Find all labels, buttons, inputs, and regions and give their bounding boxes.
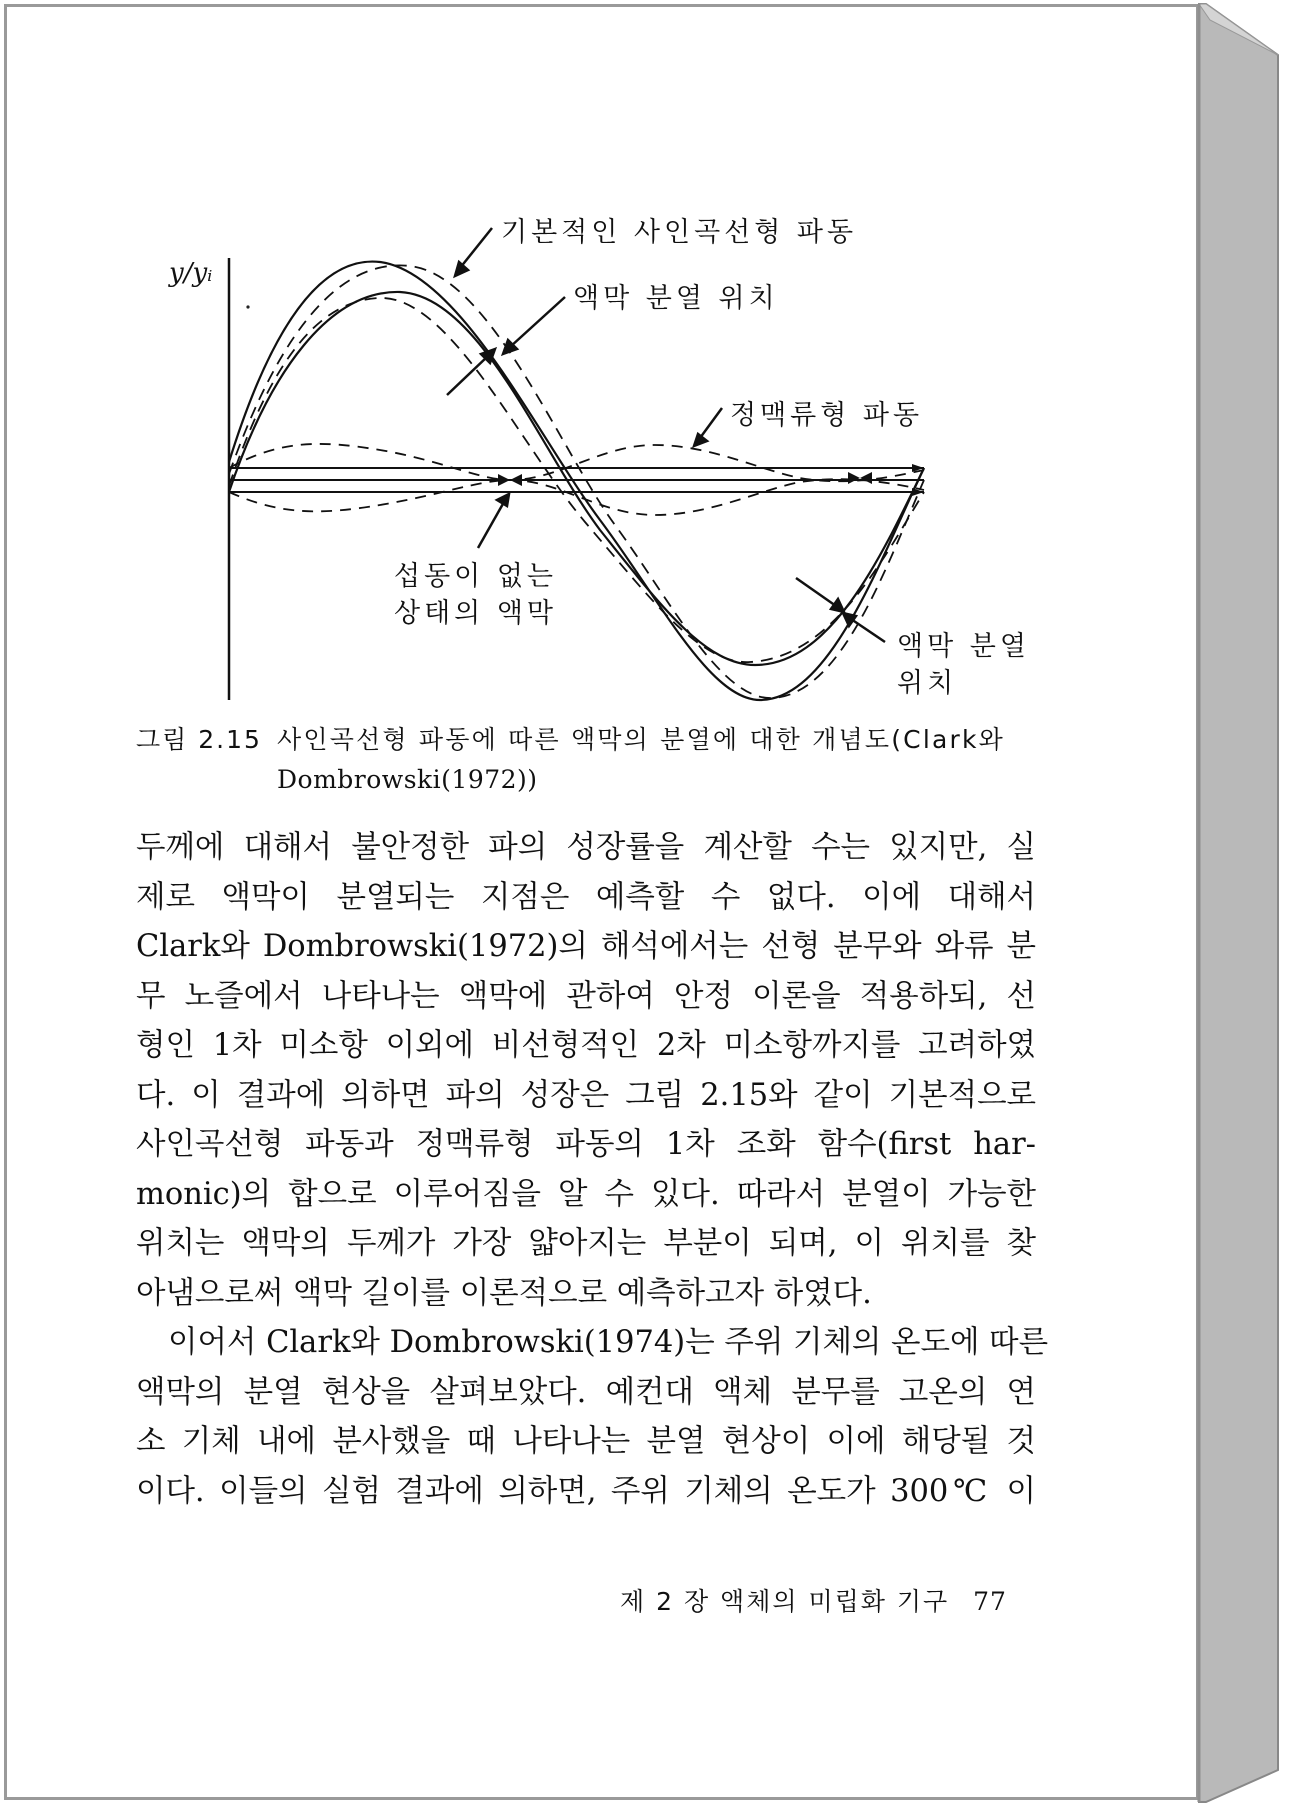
arrow-breakup-bottom-upper bbox=[796, 578, 844, 612]
paragraph-1-line: monic)의 합으로 이루어짐을 알 수 있다. 따라서 분열이 가능한 bbox=[136, 1176, 1036, 1212]
label-breakup-position-top: 액막 분열 위치 bbox=[573, 283, 779, 314]
node-mark bbox=[510, 474, 522, 486]
sinuous-wave-inner bbox=[229, 292, 924, 665]
paragraph-1-line: 무 노즐에서 나타나는 액막에 관하여 안정 이론을 적용하되, 선 bbox=[136, 978, 1036, 1014]
paragraph-2-line: 소 기체 내에 분사했을 때 나타나는 분열 현상이 이에 해당될 것 bbox=[136, 1424, 1036, 1459]
paragraph-1-line: 다. 이 결과에 의하면 파의 성장은 그림 2.15와 같이 기본적으로 bbox=[136, 1077, 1036, 1113]
arrow-breakup-top-lower bbox=[447, 349, 495, 395]
label-sinuous-wave: 기본적인 사인곡선형 파동 bbox=[501, 217, 858, 248]
axis-dot bbox=[246, 305, 249, 308]
caption-text: 사인곡선형 파동에 따른 액막의 분열에 대한 개념도(Clark와 bbox=[277, 725, 1006, 754]
arrow-undisturbed-sheet bbox=[478, 494, 509, 548]
paragraph-2-line: 이어서 Clark와 Dombrowski(1974)는 주위 기체의 온도에 따른 bbox=[168, 1325, 1049, 1360]
arrow-dilatational-wave bbox=[694, 408, 722, 446]
label-breakup-position-bottom-line1: 액막 분열 bbox=[897, 631, 1030, 662]
label-dilatational-wave: 정맥류형 파동 bbox=[730, 400, 924, 431]
paragraph-1-line: 사인곡선형 파동과 정맥류형 파동의 1차 조화 함수(first har- bbox=[136, 1127, 1036, 1162]
label-undisturbed-sheet-line1: 섭동이 없는 bbox=[394, 561, 557, 592]
paragraph-1-line: 제로 액막이 분열되는 지점은 예측할 수 없다. 이에 대해서 bbox=[136, 879, 1036, 915]
y-axis-label: y/yᵢ bbox=[169, 258, 213, 288]
arrow-breakup-bottom-lower bbox=[843, 613, 885, 642]
label-undisturbed-sheet-line2: 상태의 액막 bbox=[394, 598, 557, 629]
caption-number: 그림 2.15 bbox=[136, 725, 262, 754]
running-footer-chapter: 제 2 장 액체의 미립화 기구 bbox=[620, 1587, 950, 1616]
paragraph-2-line: 이다. 이들의 실험 결과에 의하면, 주위 기체의 온도가 300℃ 이 bbox=[136, 1473, 1036, 1509]
dilatational-wave-dashed-top bbox=[229, 444, 924, 481]
paragraph-1-line: 형인 1차 미소항 이외에 비선형적인 2차 미소항까지를 고려하였 bbox=[136, 1028, 1036, 1063]
node-mark bbox=[498, 474, 510, 486]
page-footer bbox=[620, 1582, 1007, 1618]
arrow-sinuous-wave bbox=[455, 228, 492, 276]
paragraph-1-line: 두께에 대해서 불안정한 파의 성장률을 계산할 수는 있지만, 실 bbox=[136, 830, 1036, 865]
node-mark bbox=[860, 472, 872, 484]
arrow-breakup-top-upper bbox=[503, 297, 565, 354]
label-breakup-position-bottom-line2: 위치 bbox=[897, 668, 958, 699]
figure-caption bbox=[136, 720, 1056, 800]
caption-line-1 bbox=[136, 720, 1056, 760]
node-mark bbox=[848, 472, 860, 484]
paragraph-2-line: 액막의 분열 현상을 살펴보았다. 예컨대 액체 분무를 고온의 연 bbox=[136, 1374, 1036, 1410]
paragraph-1-line: 아냄으로써 액막 길이를 이론적으로 예측하고자 하였다. bbox=[136, 1275, 872, 1311]
page-number: 77 bbox=[973, 1587, 1007, 1616]
paragraph-1-line: 위치는 액막의 두께가 가장 얇아지는 부분이 되며, 이 위치를 찾 bbox=[136, 1226, 1036, 1261]
body-text bbox=[136, 823, 1049, 1516]
paragraph-1-line: Clark와 Dombrowski(1972)의 해석에서는 선형 분무와 와류 분 bbox=[136, 929, 1036, 964]
caption-line-2: Dombrowski(1972)) bbox=[277, 765, 538, 794]
